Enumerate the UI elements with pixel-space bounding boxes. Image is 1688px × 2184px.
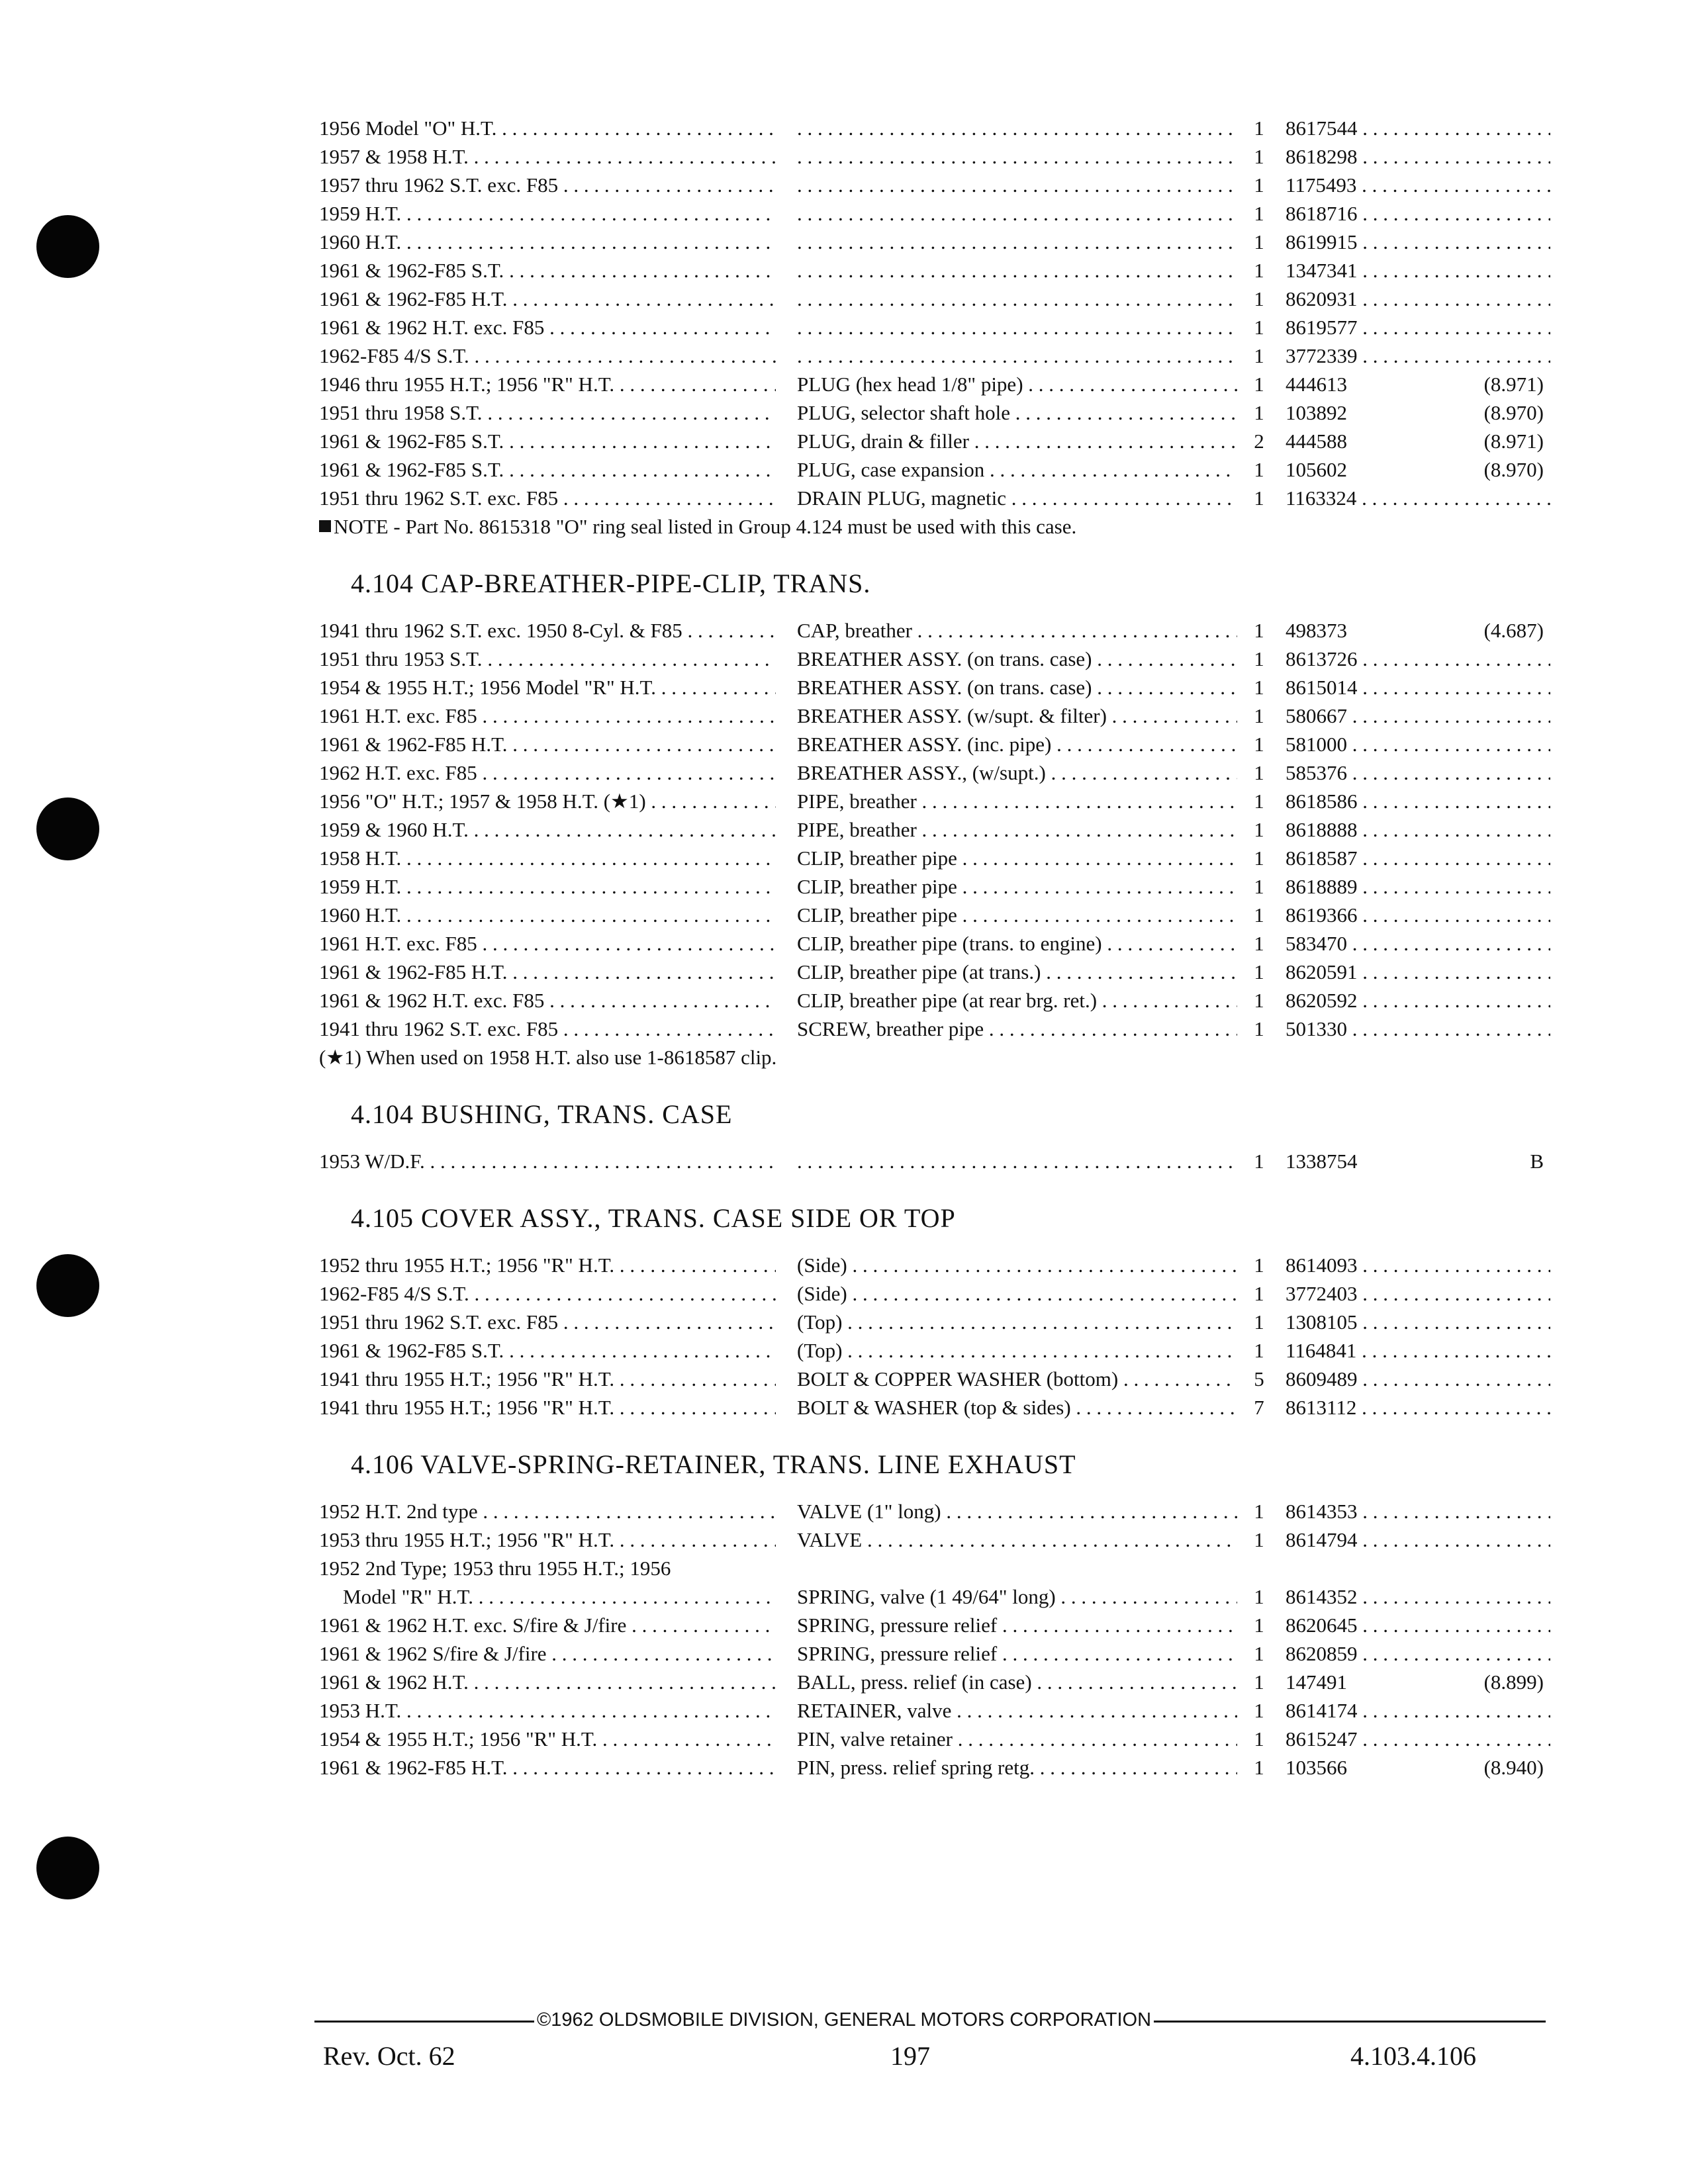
part-row [319,1725,1544,1753]
footer-revision: Rev. Oct. 62 [323,2041,455,2071]
description-cell: BREATHER ASSY. (on trans. case) . . . [797,645,1237,673]
description-cell: BREATHER ASSY. (inc. pipe) . . . [797,730,1237,758]
quantity-cell: 1 [1254,1500,1264,1523]
quantity-cell: 7 [1254,1396,1264,1419]
description-cell: VALVE (1" long) . . . [797,1497,1237,1525]
section-heading: 4.104 CAP-BREATHER-PIPE-CLIP, TRANS. [351,569,871,598]
quantity-cell: 1 [1254,1282,1264,1305]
reference-cell: (8.970) [1483,458,1544,481]
parts-list [319,114,1544,1782]
quantity-cell: 1 [1254,932,1264,955]
quantity-cell: 1 [1254,1727,1264,1751]
quantity-cell: 1 [1254,373,1264,396]
description-cell [797,199,1237,228]
part-row [319,1497,1544,1525]
application-cell: 1957 & 1958 H.T. . . . [319,142,776,171]
footer-corporation: ©1962 OLDSMOBILE DIVISION, GENERAL MOTORS CORPORATION [0,2007,1688,2033]
application-cell: 1961 H.T. exc. F85 . . . [319,702,776,730]
description-cell: CAP, breather . . . [797,616,1237,645]
part-row [319,787,1544,815]
application-cell: 1941 thru 1962 S.T. exc. 1950 8-Cyl. & F85 . . . [319,616,776,645]
part-number-cell: 8613112 . . . [1286,1393,1550,1422]
quantity-cell: 1 [1254,1756,1264,1779]
binder-hole [36,215,99,278]
part-number-cell: 3772339 . . . [1286,341,1550,370]
part-row [319,171,1544,199]
part-number-cell: 1175493 . . . [1286,171,1550,199]
description-cell: PIPE, breather . . . [797,787,1237,815]
description-cell [797,171,1237,199]
application-cell: 1961 & 1962 H.T. exc. F85 . . . [319,313,776,341]
part-number-cell: 444613 [1286,373,1347,396]
part-row [319,702,1544,730]
quantity-cell: 5 [1254,1367,1264,1390]
quantity-cell: 1 [1254,989,1264,1012]
description-cell: PIN, press. relief spring retg. . . . [797,1753,1237,1782]
description-cell: CLIP, breather pipe (at rear brg. ret.) . . . [797,986,1237,1015]
part-number-cell: 8614174 . . . [1286,1696,1550,1725]
part-row [319,199,1544,228]
application-cell: 1956 Model "O" H.T. . . . [319,114,776,142]
application-cell: 1957 thru 1962 S.T. exc. F85 . . . [319,171,776,199]
part-number-cell: 8615014 . . . [1286,673,1550,702]
quantity-cell: 1 [1254,116,1264,140]
application-cell: 1962 H.T. exc. F85 . . . [319,758,776,787]
quantity-cell: 1 [1254,1642,1264,1665]
footer-page-number: 197 [890,2041,930,2071]
quantity-cell: 1 [1254,818,1264,841]
application-cell: 1960 H.T. . . . [319,228,776,256]
note-marker-icon [319,520,331,532]
description-cell: (Top) . . . [797,1336,1237,1365]
quantity-cell: 1 [1254,1614,1264,1637]
part-number-cell: 8614353 . . . [1286,1497,1550,1525]
quantity-cell: 1 [1254,1253,1264,1277]
part-number-cell: 501330 . . . [1286,1015,1550,1043]
application-cell: 1946 thru 1955 H.T.; 1956 "R" H.T. . . . [319,370,776,398]
description-cell: BOLT & COPPER WASHER (bottom) . . . [797,1365,1237,1393]
part-row [319,1668,1544,1696]
quantity-cell: 1 [1254,287,1264,310]
description-cell: BREATHER ASSY. (w/supt. & filter) . . . [797,702,1237,730]
part-row [319,815,1544,844]
description-cell: SPRING, pressure relief . . . [797,1611,1237,1639]
part-number-cell: 8620591 . . . [1286,958,1550,986]
quantity-cell: 1 [1254,458,1264,481]
description-cell: RETAINER, valve . . . [797,1696,1237,1725]
application-cell: 1961 & 1962-F85 S.T. . . . [319,455,776,484]
description-cell: PIPE, breather . . . [797,815,1237,844]
application-cell: 1956 "O" H.T.; 1957 & 1958 H.T. (★1) . . . [319,787,776,815]
part-row [319,1611,1544,1639]
part-row [319,645,1544,673]
application-cell: 1961 & 1962-F85 H.T. . . . [319,285,776,313]
description-cell: PLUG, case expansion . . . [797,455,1237,484]
quantity-cell: 1 [1254,230,1264,253]
quantity-cell: 1 [1254,1699,1264,1722]
part-row [319,1251,1544,1279]
section-note-text: (★1) When used on 1958 H.T. also use 1-8618587 clip. [319,1046,777,1069]
quantity-cell: 1 [1254,1339,1264,1362]
quantity-cell: 1 [1254,1150,1264,1173]
application-cell: 1961 H.T. exc. F85 . . . [319,929,776,958]
quantity-cell: 1 [1254,846,1264,870]
part-row [319,313,1544,341]
part-number-cell: 8618298 . . . [1286,142,1550,171]
description-cell [797,313,1237,341]
description-cell: (Side) . . . [797,1279,1237,1308]
application-cell: 1951 thru 1958 S.T. . . . [319,398,776,427]
description-cell: SPRING, valve (1 49/64" long) . . . [797,1582,1237,1611]
application-cell: 1959 H.T. . . . [319,872,776,901]
application-cell: 1954 & 1955 H.T.; 1956 "R" H.T. . . . [319,1725,776,1753]
application-cell: 1951 thru 1962 S.T. exc. F85 . . . [319,484,776,512]
part-row [319,901,1544,929]
application-cell: 1961 & 1962-F85 H.T. . . . [319,958,776,986]
description-cell: PIN, valve retainer . . . [797,1725,1237,1753]
quantity-cell: 1 [1254,960,1264,983]
part-row [319,929,1544,958]
application-cell: 1941 thru 1955 H.T.; 1956 "R" H.T. . . . [319,1365,776,1393]
part-row [319,398,1544,427]
part-row [319,1554,1544,1611]
quantity-cell: 2 [1254,430,1264,453]
quantity-cell: 1 [1254,1585,1264,1608]
description-cell [797,1147,1237,1175]
description-cell: CLIP, breather pipe (at trans.) . . . [797,958,1237,986]
part-number-cell: 8618587 . . . [1286,844,1550,872]
part-row [319,1336,1544,1365]
part-number-cell: 8619577 . . . [1286,313,1550,341]
part-number-cell: 103566 [1286,1756,1347,1779]
quantity-cell: 1 [1254,173,1264,197]
part-number-cell: 3772403 . . . [1286,1279,1550,1308]
reference-cell: (8.971) [1483,430,1544,453]
application-cell: 1953 W/D.F. . . . [319,1147,776,1175]
description-cell: CLIP, breather pipe . . . [797,901,1237,929]
quantity-cell: 1 [1254,202,1264,225]
part-number-cell: 581000 . . . [1286,730,1550,758]
quantity-cell: 1 [1254,1310,1264,1334]
application-cell: 1959 H.T. . . . [319,199,776,228]
application-cell: 1941 thru 1955 H.T.; 1956 "R" H.T. . . . [319,1393,776,1422]
part-number-cell: 8619915 . . . [1286,228,1550,256]
application-cell: 1952 thru 1955 H.T.; 1956 "R" H.T. . . . [319,1251,776,1279]
application-cell: 1951 thru 1953 S.T. . . . [319,645,776,673]
part-row [319,455,1544,484]
part-row [319,1147,1544,1175]
description-cell [797,228,1237,256]
part-row [319,1525,1544,1554]
part-row [319,616,1544,645]
part-number-cell: 103892 [1286,401,1347,424]
application-cell: 1961 & 1962-F85 S.T. . . . [319,256,776,285]
description-cell: CLIP, breather pipe . . . [797,844,1237,872]
part-row [319,114,1544,142]
reference-cell: (8.970) [1483,401,1544,424]
application-cell: 1951 thru 1962 S.T. exc. F85 . . . [319,1308,776,1336]
application-cell: 1961 & 1962 S/fire & J/fire . . . [319,1639,776,1668]
description-cell: BREATHER ASSY., (w/supt.) . . . [797,758,1237,787]
part-row [319,285,1544,313]
quantity-cell: 1 [1254,344,1264,367]
footer-group-range: 4.103.4.106 [1350,2041,1476,2071]
part-row [319,1753,1544,1782]
part-row [319,370,1544,398]
part-number-cell: 444588 [1286,430,1347,453]
application-cell: 1961 & 1962-F85 H.T. . . . [319,730,776,758]
part-row [319,1015,1544,1043]
binder-hole [36,1254,99,1317]
description-cell: SPRING, pressure relief . . . [797,1639,1237,1668]
part-row [319,986,1544,1015]
application-cell: 1953 thru 1955 H.T.; 1956 "R" H.T. . . . [319,1525,776,1554]
section-heading: 4.106 VALVE-SPRING-RETAINER, TRANS. LINE EXHAUST [351,1449,1076,1479]
part-number-cell: 583470 . . . [1286,929,1550,958]
part-number-cell: 8617544 . . . [1286,114,1550,142]
quantity-cell: 1 [1254,676,1264,699]
description-cell: BALL, press. relief (in case) . . . [797,1668,1237,1696]
description-cell: BREATHER ASSY. (on trans. case) . . . [797,673,1237,702]
part-number-cell: 8620859 . . . [1286,1639,1550,1668]
quantity-cell: 1 [1254,790,1264,813]
part-number-cell: 8618716 . . . [1286,199,1550,228]
part-row [319,341,1544,370]
section-heading: 4.104 BUSHING, TRANS. CASE [351,1099,733,1129]
part-row [319,1393,1544,1422]
application-cell: 1952 H.T. 2nd type . . . [319,1497,776,1525]
description-cell: DRAIN PLUG, magnetic . . . [797,484,1237,512]
application-cell: 1961 & 1962 H.T. . . . [319,1668,776,1696]
reference-cell: (8.971) [1483,373,1544,396]
section-note [319,512,1544,541]
part-row [319,758,1544,787]
quantity-cell: 1 [1254,647,1264,670]
part-number-cell: 580667 . . . [1286,702,1550,730]
part-row [319,1639,1544,1668]
application-cell: 1954 & 1955 H.T.; 1956 Model "R" H.T. . . . [319,673,776,702]
description-cell: PLUG, selector shaft hole . . . [797,398,1237,427]
description-cell: (Top) . . . [797,1308,1237,1336]
quantity-cell: 1 [1254,1017,1264,1040]
description-cell: VALVE . . . [797,1525,1237,1554]
part-number-cell: 1338754 [1286,1150,1358,1173]
part-number-cell: 8618888 . . . [1286,815,1550,844]
part-number-cell: 8614352 . . . [1286,1582,1550,1611]
section-heading: 4.105 COVER ASSY., TRANS. CASE SIDE OR TOP [351,1203,956,1233]
part-number-cell: 105602 [1286,458,1347,481]
part-row [319,1365,1544,1393]
part-number-cell: 8620931 . . . [1286,285,1550,313]
part-number-cell: 1347341 . . . [1286,256,1550,285]
application-cell: 1960 H.T. . . . [319,901,776,929]
description-cell [797,114,1237,142]
quantity-cell: 1 [1254,401,1264,424]
reference-cell: (8.940) [1483,1756,1544,1779]
part-row [319,958,1544,986]
binder-hole [36,797,99,860]
quantity-cell: 1 [1254,903,1264,927]
part-number-cell: 585376 . . . [1286,758,1550,787]
description-cell: CLIP, breather pipe . . . [797,872,1237,901]
quantity-cell: 1 [1254,1670,1264,1694]
quantity-cell: 1 [1254,486,1264,510]
part-row [319,1308,1544,1336]
description-cell: PLUG, drain & filler . . . [797,427,1237,455]
reference-cell: (8.899) [1483,1670,1544,1694]
description-cell: (Side) . . . [797,1251,1237,1279]
part-row [319,427,1544,455]
quantity-cell: 1 [1254,259,1264,282]
reference-cell: B [1530,1150,1544,1173]
part-row [319,142,1544,171]
application-cell: 1952 2nd Type; 1953 thru 1955 H.T.; 1956 [319,1557,671,1580]
application-cell: 1959 & 1960 H.T. . . . [319,815,776,844]
application-cell: 1961 & 1962 H.T. exc. F85 . . . [319,986,776,1015]
description-cell: CLIP, breather pipe (trans. to engine) . . . [797,929,1237,958]
part-row [319,256,1544,285]
quantity-cell: 1 [1254,733,1264,756]
part-number-cell: 8614093 . . . [1286,1251,1550,1279]
part-row [319,673,1544,702]
quantity-cell: 1 [1254,619,1264,642]
part-number-cell: 1308105 . . . [1286,1308,1550,1336]
quantity-cell: 1 [1254,316,1264,339]
part-number-cell: 8620592 . . . [1286,986,1550,1015]
quantity-cell: 1 [1254,704,1264,727]
part-number-cell: 1163324 . . . [1286,484,1550,512]
description-cell [797,256,1237,285]
description-cell: SCREW, breather pipe . . . [797,1015,1237,1043]
application-cell: 1961 & 1962-F85 S.T. . . . [319,1336,776,1365]
part-row [319,228,1544,256]
reference-cell: (4.687) [1483,619,1544,642]
application-cell: 1958 H.T. . . . [319,844,776,872]
part-row [319,1696,1544,1725]
part-number-cell: 8618889 . . . [1286,872,1550,901]
application-cell: 1941 thru 1962 S.T. exc. F85 . . . [319,1015,776,1043]
part-number-cell: 8618586 . . . [1286,787,1550,815]
part-number-cell: 498373 [1286,619,1347,642]
part-number-cell: 147491 [1286,1670,1347,1694]
application-cell: 1961 & 1962-F85 H.T. . . . [319,1753,776,1782]
section-note-text: NOTE - Part No. 8615318 "O" ring seal listed in Group 4.124 must be used with this case. [334,515,1077,538]
quantity-cell: 1 [1254,145,1264,168]
application-cell: 1953 H.T. . . . [319,1696,776,1725]
description-cell [797,341,1237,370]
description-cell [797,142,1237,171]
application-continuation: Model "R" H.T. . . . [343,1582,776,1611]
part-row [319,844,1544,872]
part-number-cell: 8620645 . . . [1286,1611,1550,1639]
quantity-cell: 1 [1254,1528,1264,1551]
application-cell: 1962-F85 4/S S.T. . . . [319,341,776,370]
part-number-cell: 8615247 . . . [1286,1725,1550,1753]
quantity-cell: 1 [1254,875,1264,898]
part-number-cell: 1164841 . . . [1286,1336,1550,1365]
quantity-cell: 1 [1254,761,1264,784]
application-cell: 1961 & 1962 H.T. exc. S/fire & J/fire . . . [319,1611,776,1639]
part-number-cell: 8614794 . . . [1286,1525,1550,1554]
part-number-cell: 8619366 . . . [1286,901,1550,929]
part-row [319,872,1544,901]
part-row [319,1279,1544,1308]
part-number-cell: 8613726 . . . [1286,645,1550,673]
section-note [319,1043,1544,1071]
application-cell: 1962-F85 4/S S.T. . . . [319,1279,776,1308]
part-row [319,484,1544,512]
description-cell [797,285,1237,313]
description-cell: BOLT & WASHER (top & sides) . . . [797,1393,1237,1422]
application-cell: 1961 & 1962-F85 S.T. . . . [319,427,776,455]
binder-hole [36,1837,99,1899]
description-cell: PLUG (hex head 1/8" pipe) . . . [797,370,1237,398]
part-row [319,730,1544,758]
part-number-cell: 8609489 . . . [1286,1365,1550,1393]
